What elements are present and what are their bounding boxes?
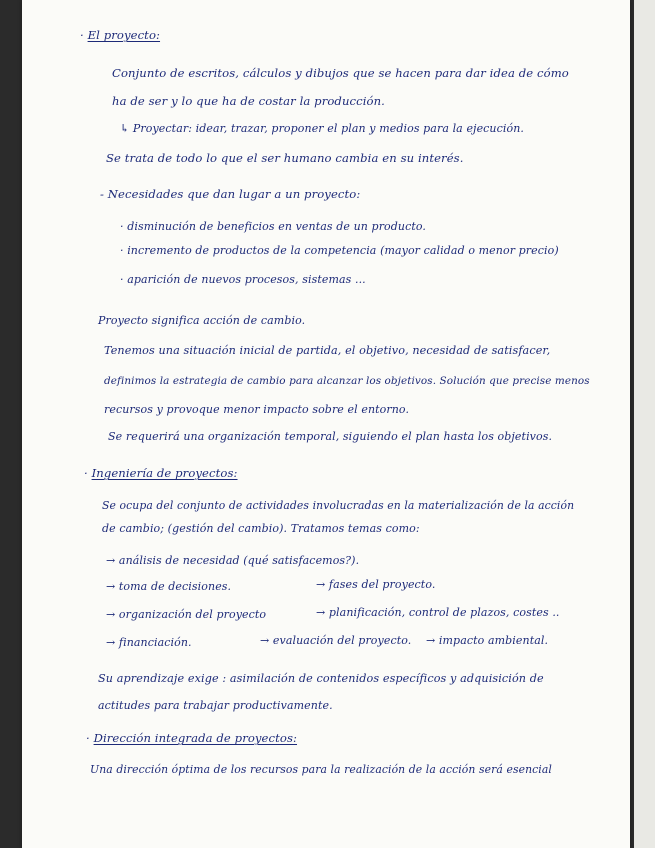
paragraph-5-line-1: Su aprendizaje exige : asimilación de contenidos específicos y adquisición de [98, 672, 544, 685]
paragraph-4-line-2: de cambio; (gestión del cambio). Tratamos temas como: [102, 522, 420, 535]
needs-item-1: · disminución de beneficios en ventas de un producto. [120, 220, 427, 233]
topic-item-planificacion: → planificación, control de plazos, costes .. [316, 606, 560, 619]
topic-item-fases: → fases del proyecto. [316, 578, 436, 591]
needs-title: - Necesidades que dan lugar a un proyecto: [100, 187, 361, 201]
paragraph-3-line-1: Tenemos una situación inicial de partida, el objetivo, necesidad de satisfacer, [104, 344, 551, 357]
paragraph-6-line-1: Una dirección óptima de los recursos para la realización de la acción será esencial [90, 763, 552, 776]
paragraph-3-line-2: definimos la estrategia de cambio para alcanzar los objetivos. Solución que precise menos [104, 375, 590, 387]
paragraph-4-line-1: Se ocupa del conjunto de actividades involucradas en la materialización de la acción [102, 499, 575, 512]
topic-item-impacto: → impacto ambiental. [426, 634, 549, 647]
topic-item-decisiones: → toma de decisiones. [106, 580, 232, 593]
notebook-page [22, 0, 630, 848]
heading-ingenieria-de-proyectos: Ingeniería de proyectos: [91, 466, 238, 480]
heading-el-proyecto: El proyecto: [87, 28, 161, 42]
paragraph-1-line-3: ↳ Proyectar: idear, trazar, proponer el plan y medios para la ejecución. [120, 122, 524, 135]
heading-direccion-integrada: Dirección integrada de proyectos: [93, 731, 298, 745]
paragraph-2: Proyecto significa acción de cambio. [98, 314, 306, 327]
paragraph-3-line-4: Se requerirá una organización temporal, siguiendo el plan hasta los objetivos. [108, 430, 553, 443]
bullet-heading-ingenieria: · Ingeniería de proyectos: [84, 466, 238, 480]
topic-item-evaluacion: → evaluación del proyecto. [260, 634, 412, 647]
topic-item-organizacion: → organización del proyecto [106, 608, 267, 621]
bullet-heading-el-proyecto: · El proyecto: [80, 28, 161, 42]
paragraph-1-line-2: ha de ser y lo que ha de costar la producción. [112, 94, 385, 108]
paragraph-3-line-3: recursos y provoque menor impacto sobre el entorno. [104, 403, 410, 416]
paragraph-1-line-1: Conjunto de escritos, cálculos y dibujos que se hacen para dar idea de cómo [112, 66, 569, 80]
next-page-edge [634, 0, 655, 848]
bullet-heading-direccion: · Dirección integrada de proyectos: [86, 731, 298, 745]
paragraph-1-line-4: Se trata de todo lo que el ser humano cambia en su interés. [106, 151, 464, 165]
needs-item-2: · incremento de productos de la competencia (mayor calidad o menor precio) [120, 244, 559, 257]
paragraph-5-line-2: actitudes para trabajar productivamente. [98, 699, 333, 712]
topic-item-financiacion: → financiación. [106, 636, 192, 649]
needs-item-3: · aparición de nuevos procesos, sistemas ... [120, 273, 366, 286]
topic-item-analisis: → análisis de necesidad (qué satisfacemos?). [106, 554, 360, 567]
